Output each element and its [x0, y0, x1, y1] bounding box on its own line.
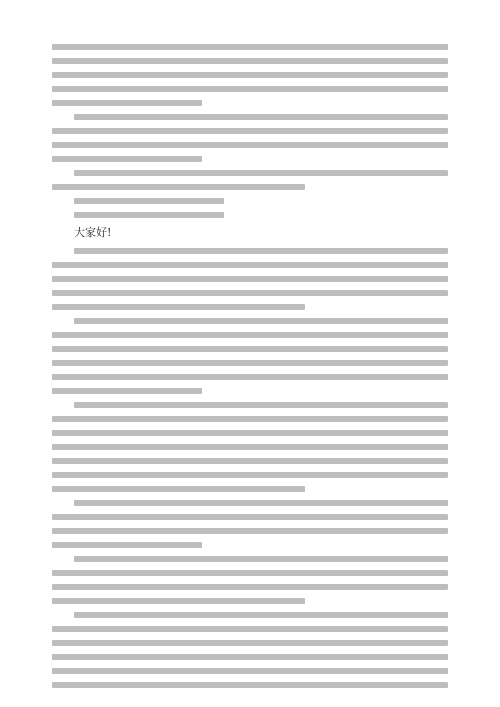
paragraph-4	[52, 248, 448, 310]
paragraph-5	[52, 318, 448, 394]
paragraph-9	[52, 612, 448, 688]
greeting-heading: 大家好!	[74, 226, 112, 239]
paragraph-6	[52, 402, 448, 492]
paragraph-3	[52, 170, 448, 190]
paragraph-1	[52, 44, 448, 106]
paragraph-8	[52, 556, 448, 604]
greeting-block	[52, 198, 448, 240]
paragraph-2	[52, 114, 448, 162]
paragraph-7	[52, 500, 448, 548]
